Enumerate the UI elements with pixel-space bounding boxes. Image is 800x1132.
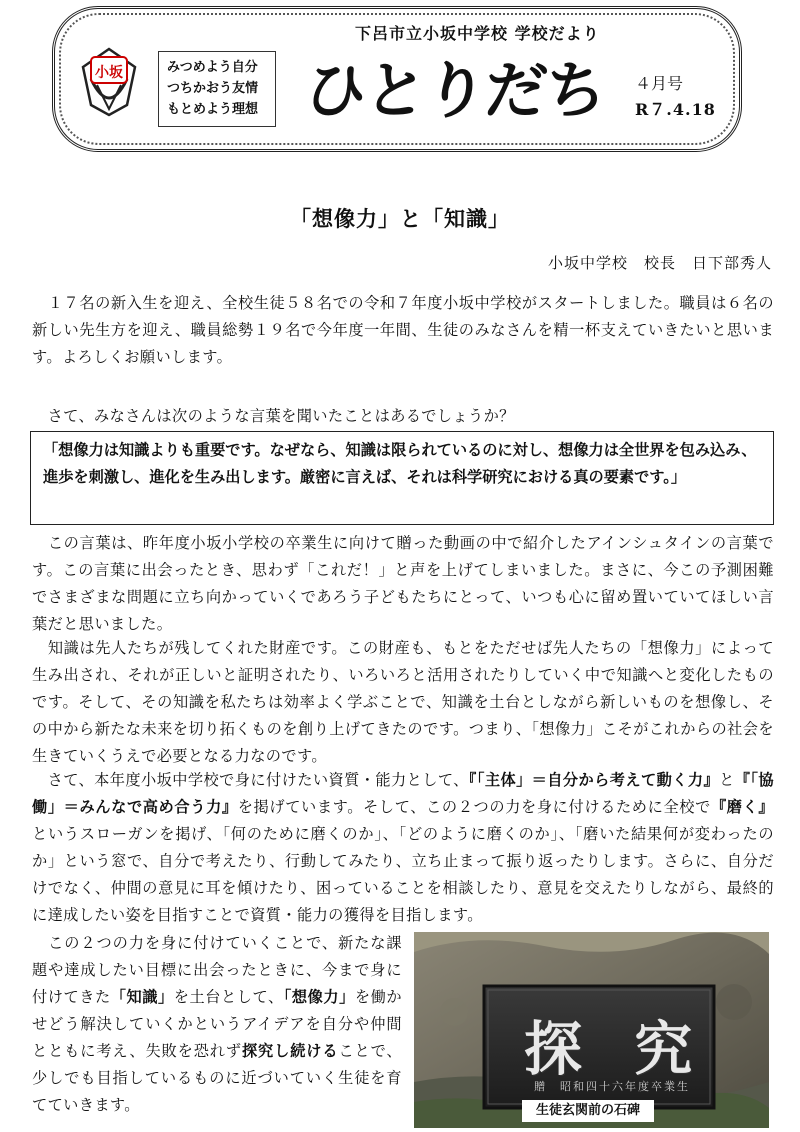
plaque-subtext: 贈 昭和四十六年度卒業生 bbox=[534, 1080, 690, 1093]
motto-line: もとめよう理想 bbox=[167, 102, 259, 117]
paragraph-goals: さて、本年度小坂中学校で身に付けたい資質・能力として、『「主体」＝自分から考えて動く力』と『「協働」＝みんなで高め合う力』を掲げています。そして、この２つの力を身に付けるために全校で『磨く』というスローガンを掲げ、「何のために磨くのか」、「どのように磨くのか」、「磨いた結果何が変わったのか」という窓で、自分で考えたり、行動してみたり、立ち止まって振り返ったりします。さらに、自分だけでなく、仲間の意見に耳を傾けたり、困っていることを相談したり、意見を交えたりしながら、最終的に達成したい姿を目指すことで資質・能力の獲得を目指します。 bbox=[32, 771, 774, 924]
emphasis-migaku: 『磨く』 bbox=[710, 798, 774, 816]
einstein-quote-box bbox=[30, 431, 774, 525]
issue-info bbox=[635, 71, 716, 123]
motto-line: みつめよう自分 bbox=[167, 60, 258, 75]
paragraph-intro: １７名の新入生を迎え、全校生徒５８名での令和７年度小坂中学校がスタートしました。職員は６名の新しい先生方を迎え、職員総勢１９名で今年度一年間、生徒のみなさんを精一杯支えていきたいと思います。よろしくお願いします。 bbox=[32, 294, 775, 366]
quote-rest: なぜなら、知識は限られているのに対し、想像力は全世界を包み込み、進歩を刺激し、進化を生み出します。厳密に言えば、それは科学研究における真の要素です。」 bbox=[43, 441, 757, 486]
newsletter-header bbox=[52, 6, 742, 152]
plaque-text: 探 究 bbox=[524, 1015, 709, 1083]
school-crest-icon bbox=[77, 45, 141, 119]
issue-date: R７.4.18 bbox=[635, 100, 716, 119]
quote-bold: 「想像力は知識よりも重要です。 bbox=[43, 441, 270, 459]
school-motto bbox=[158, 51, 276, 127]
paragraph-quote-context: この言葉は、昨年度小坂小学校の卒業生に向けて贈った動画の中で紹介したアインシュタインの言葉です。この言葉に出会ったとき、思わず「これだ！」と声を上げてしまいました。まさに、今この予測困難でさまざまな問題に立ち向かっていくであろう子どもたちにとって、いつも心に留め置いていてほしい言葉だと思いました。 bbox=[32, 534, 774, 633]
article-author: 小坂中学校 校長 日下部秀人 bbox=[547, 254, 772, 272]
photo-caption: 生徒玄関前の石碑 bbox=[522, 1100, 654, 1122]
school-name: 下呂市立小坂中学校 学校だより bbox=[355, 24, 600, 43]
article-title: 「想像力」と「知識」 bbox=[290, 206, 510, 231]
issue-month: ４月号 bbox=[635, 74, 684, 93]
paragraph-question: さて、みなさんは次のような言葉を聞いたことはあるでしょうか？ bbox=[47, 407, 515, 425]
emphasis-kyodo: 『「協働」＝みんなで高め合う力』 bbox=[32, 771, 774, 816]
stone-monument-photo bbox=[414, 932, 769, 1128]
emphasis-tankyu: 探究し続ける bbox=[241, 1042, 339, 1060]
paragraph-knowledge: 知識は先人たちが残してくれた財産です。この財産も、もとをただせば先人たちの「想像力」によって生み出され、それが正しいと証明されたり、いろいろと活用されたりしていく中で知識へと変化したものです。そして、その知識を私たちは効率よく学ぶことで、知識を土台としながら新しいものを想像し、その中から新たな未来を切り拓くものを創り上げてきたのです。つまり、「想像力」こそがこれからの社会を生きていくうえで必要となる力なのです。 bbox=[32, 639, 775, 765]
motto-line: つちかおう友情 bbox=[167, 81, 259, 96]
emphasis-chishiki: 「知識」 bbox=[110, 988, 174, 1006]
newsletter-title: ひとりだち bbox=[301, 54, 609, 127]
emphasis-shutai: 『「主体」＝自分から考えて動く力』 bbox=[468, 771, 720, 789]
emphasis-sozoryoku: 「想像力」 bbox=[283, 988, 355, 1006]
paragraph-closing: この２つの力を身に付けていくことで、新たな課題や達成したい目標に出会ったときに、今まで身に付けてきた「知識」を土台として、「想像力」を働かせどう解決していくかというアイデアを自分や仲間とともに考え、失敗を恐れず探究し続けることで、少しでも目指しているものに近づいていく生徒を育てていきます。 bbox=[32, 934, 403, 1114]
crest-text: 小坂 bbox=[95, 65, 123, 81]
